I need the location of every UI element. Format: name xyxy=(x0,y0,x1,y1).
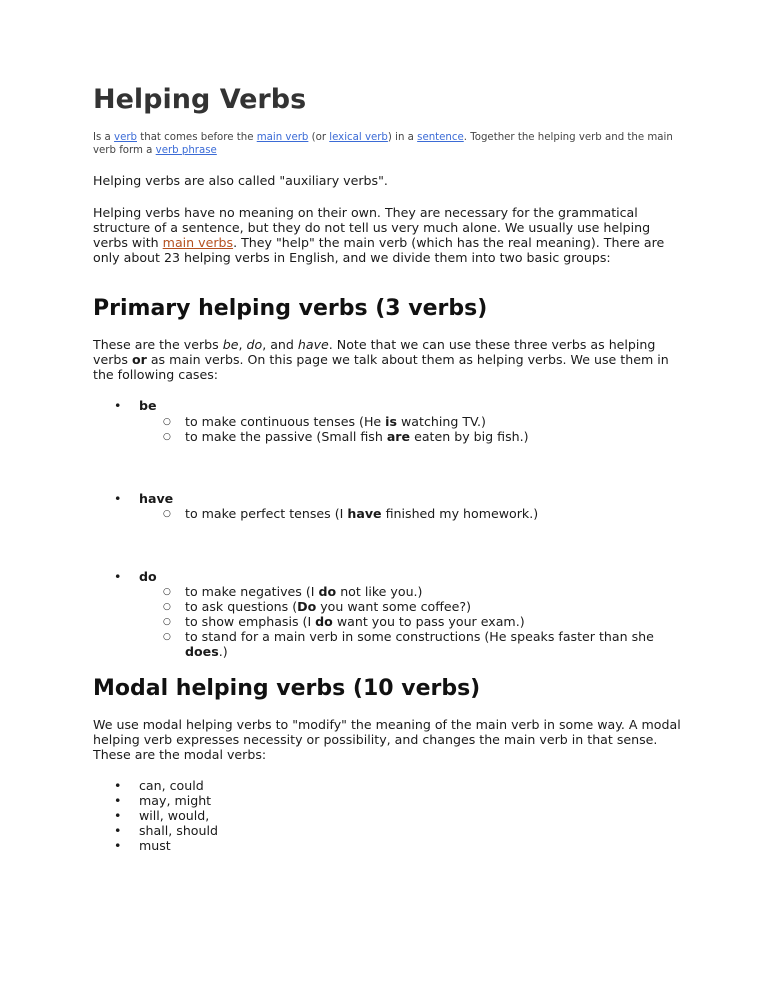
circle-bullet-icon: ○ xyxy=(163,417,171,427)
sub-bold: are xyxy=(386,429,411,444)
sub-text: want you to pass your exam.) xyxy=(332,614,525,629)
list-item-be xyxy=(114,398,157,413)
bullet-icon: • xyxy=(114,398,122,413)
primary-paragraph xyxy=(93,337,683,382)
primary-heading: Primary helping verbs (3 verbs) xyxy=(93,296,488,321)
sub-item xyxy=(163,506,539,521)
sub-text: eaten by big fish.) xyxy=(410,429,529,444)
sub-text: to ask questions ( xyxy=(185,599,298,614)
paragraph-text: , and xyxy=(262,337,298,352)
sub-text: you want some coffee?) xyxy=(316,599,471,614)
list-item-have xyxy=(114,491,174,506)
italic-do: do xyxy=(246,337,263,352)
link-lexical-verb[interactable]: lexical verb xyxy=(329,132,388,143)
list-label: will, would, xyxy=(139,808,210,823)
sub-text: to stand for a main verb in some constructions (He speaks faster than she xyxy=(185,629,654,644)
sub-text: to make negatives (I xyxy=(185,584,319,599)
circle-bullet-icon: ○ xyxy=(163,617,171,627)
bold-or: or xyxy=(131,352,147,367)
list-item-modal xyxy=(114,808,210,823)
bullet-icon: • xyxy=(114,838,122,853)
sub-item xyxy=(163,599,471,614)
circle-bullet-icon: ○ xyxy=(163,509,171,519)
sub-text: .) xyxy=(218,644,228,659)
link-verb[interactable]: verb xyxy=(114,132,137,143)
sub-bold: Do xyxy=(297,599,317,614)
circle-bullet-icon: ○ xyxy=(163,602,171,612)
intro-text: Is a xyxy=(93,132,115,143)
paragraph-text: as main verbs. On this page we talk about them as helping verbs. We use them in the following cases: xyxy=(93,352,669,382)
paragraph-text: . They "help" the main verb (which has the real meaning). There are only about 23 helping verbs in English, and we divide them into two basic groups: xyxy=(93,235,665,265)
bullet-icon: • xyxy=(114,491,122,506)
sub-bold: is xyxy=(385,414,397,429)
sub-text: to show emphasis (I xyxy=(185,614,316,629)
page-title: Helping Verbs xyxy=(93,84,307,115)
sub-text: to make the passive (Small fish xyxy=(185,429,387,444)
list-label: shall, should xyxy=(139,823,218,838)
sub-bold: have xyxy=(347,506,382,521)
sub-bold: do xyxy=(315,614,333,629)
bullet-icon: • xyxy=(114,569,122,584)
meaning-paragraph xyxy=(93,205,683,265)
circle-bullet-icon: ○ xyxy=(163,432,171,442)
intro-text: (or xyxy=(308,132,330,143)
list-label: do xyxy=(139,569,157,584)
list-item-modal xyxy=(114,793,212,808)
sub-item xyxy=(163,629,675,659)
list-label: may, might xyxy=(139,793,212,808)
sub-item xyxy=(163,584,423,599)
bullet-icon: • xyxy=(114,808,122,823)
modal-heading: Modal helping verbs (10 verbs) xyxy=(93,676,481,701)
sub-bold: does xyxy=(185,644,219,659)
sub-bold: do xyxy=(318,584,337,599)
paragraph-text: , xyxy=(238,337,247,352)
list-item-modal xyxy=(114,838,171,853)
sub-text: to make perfect tenses (I xyxy=(185,506,348,521)
intro-text: ) in a xyxy=(387,132,418,143)
list-label: have xyxy=(139,491,174,506)
paragraph-text: Helping verbs have no meaning on their own. They are necessary for the grammatical structure of a sentence, but they do not tell us very much alone. We usually use helping verbs with xyxy=(93,205,651,250)
list-label: be xyxy=(139,398,157,413)
paragraph-text: . Note that we can use these three verbs as helping verbs xyxy=(93,337,656,367)
link-sentence[interactable]: sentence xyxy=(417,132,464,143)
bullet-icon: • xyxy=(114,778,122,793)
sub-text: finished my homework.) xyxy=(381,506,539,521)
circle-bullet-icon: ○ xyxy=(163,632,171,642)
intro-paragraph xyxy=(93,131,683,157)
sub-item xyxy=(163,414,486,429)
link-main-verb[interactable]: main verb xyxy=(256,132,309,143)
sub-item xyxy=(163,429,529,444)
sub-item xyxy=(163,614,525,629)
sub-text: to make continuous tenses (He xyxy=(185,414,386,429)
paragraph-text: These are the verbs xyxy=(93,337,223,352)
intro-text: that comes before the xyxy=(137,132,257,143)
list-label: must xyxy=(139,838,171,853)
list-item-do xyxy=(114,569,157,584)
modal-paragraph: We use modal helping verbs to "modify" the meaning of the main verb in some way. A modal helping verb expresses necessity or possibility, and changes the main verb in that sense. These are the modal verbs: xyxy=(93,717,681,762)
list-item-modal xyxy=(114,823,218,838)
sub-text: watching TV.) xyxy=(397,414,486,429)
list-item-modal xyxy=(114,778,204,793)
bullet-icon: • xyxy=(114,823,122,838)
italic-be: be xyxy=(222,337,239,352)
intro-text: . Together the helping verb and the main verb form a xyxy=(93,132,673,156)
sub-text: not like you.) xyxy=(336,584,423,599)
circle-bullet-icon: ○ xyxy=(163,587,171,597)
link-verb-phrase[interactable]: verb phrase xyxy=(155,145,217,156)
link-main-verbs[interactable]: main verbs xyxy=(162,235,234,250)
auxiliary-paragraph: Helping verbs are also called "auxiliary verbs". xyxy=(93,173,388,188)
bullet-icon: • xyxy=(114,793,122,808)
list-label: can, could xyxy=(139,778,204,793)
italic-have: have xyxy=(297,337,329,352)
